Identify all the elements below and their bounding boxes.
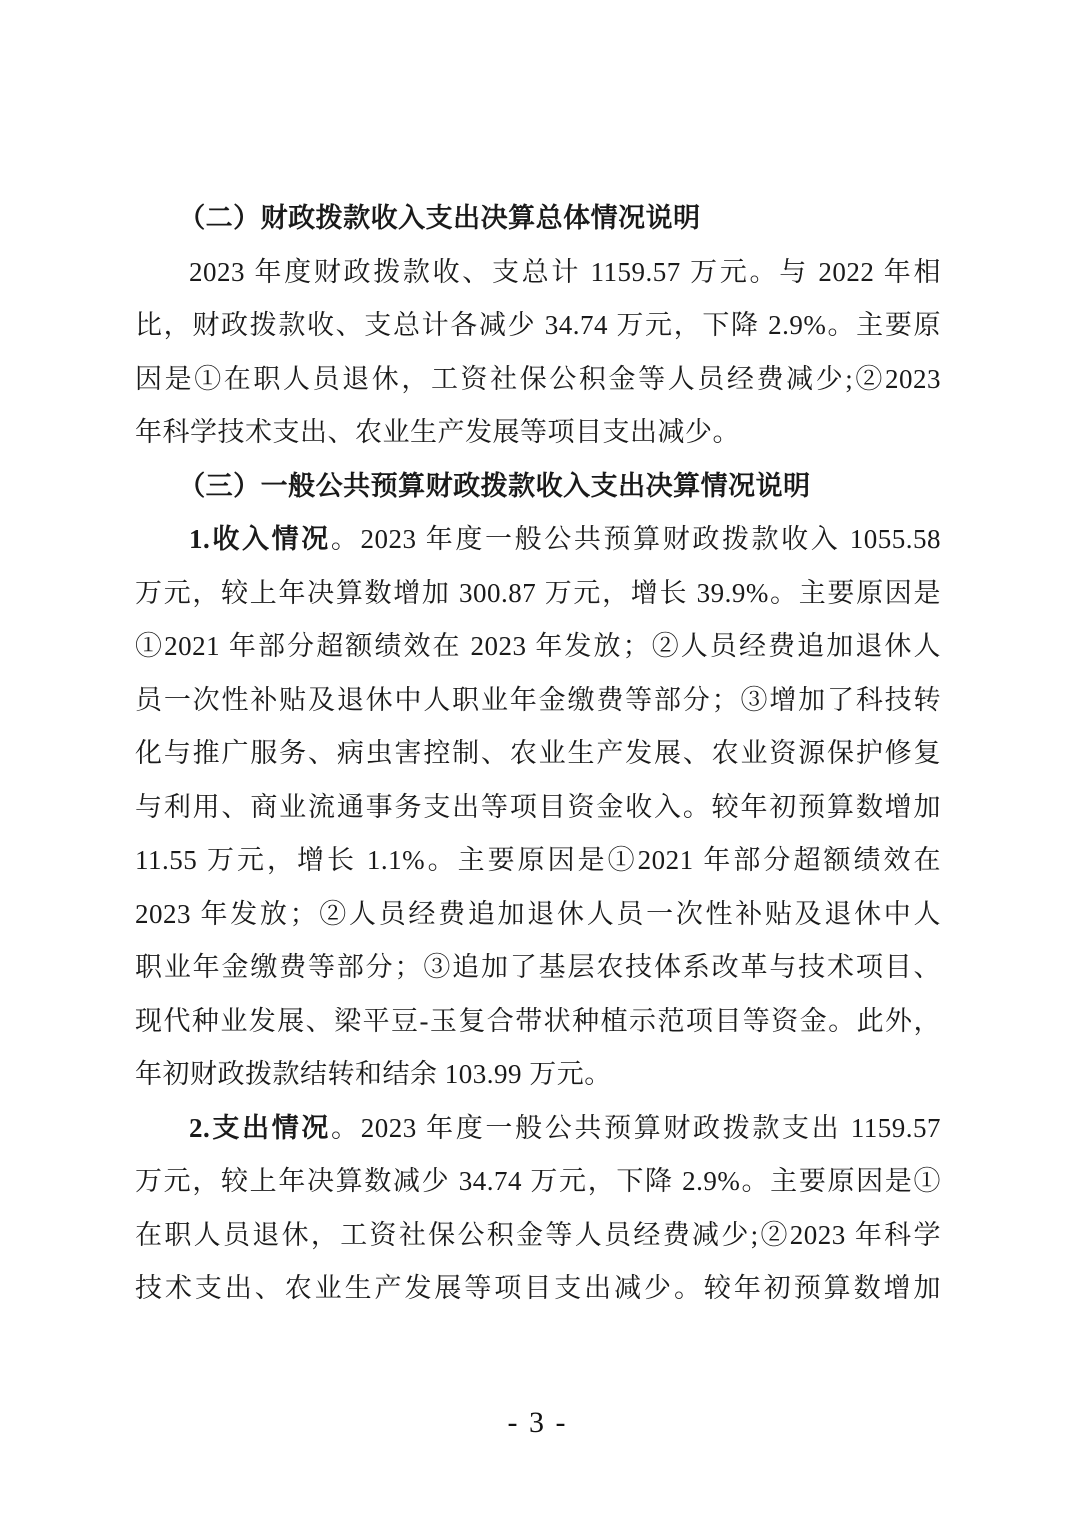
text-line: 万元，较上年决算数减少 34.74 万元，下降 2.9%。主要原因是① — [135, 1166, 941, 1196]
text-line: 职业年金缴费等部分；③追加了基层农技体系改革与技术项目、 — [135, 952, 941, 982]
section-heading-2: （二）财政拨款收入支出决算总体情况说明 — [178, 203, 701, 233]
page-number: - 3 - — [507, 1406, 568, 1439]
text-line: ①2021 年部分超额绩效在 2023 年发放；②人员经费追加退休人 — [135, 631, 941, 661]
text-line: 年科学技术支出、农业生产发展等项目支出减少。 — [135, 417, 740, 447]
text-line: 员一次性补贴及退休中人职业年金缴费等部分；③增加了科技转 — [135, 684, 941, 715]
text-line: 2023 年度财政拨款收、支总计 1159.57 万元。与 2022 年相 — [189, 256, 941, 287]
section-heading-3: （三）一般公共预算财政拨款收入支出决算情况说明 — [178, 470, 811, 501]
text-line: 化与推广服务、病虫害控制、农业生产发展、农业资源保护修复 — [135, 738, 941, 768]
text-line: 年初财政拨款结转和结余 103.99 万元。 — [135, 1059, 612, 1089]
text-run: 。2023 年度一般公共预算财政拨款收入 1055.58 — [330, 524, 942, 554]
text-line: 11.55 万元，增长 1.1%。主要原因是①2021 年部分超额绩效在 — [135, 845, 941, 875]
bold-run: 2.支出情况 — [189, 1112, 332, 1143]
text-run: 。2023 年度一般公共预算财政拨款支出 1159.57 — [331, 1112, 941, 1143]
document-body — [135, 192, 941, 1316]
text-line: 在职人员退休，工资社保公积金等人员经费减少;②2023 年科学 — [135, 1219, 941, 1250]
text-line: 技术支出、农业生产发展等项目支出减少。较年初预算数增加 — [135, 1273, 941, 1303]
text-line — [135, 1102, 941, 1156]
text-line: 因是①在职人员退休，工资社保公积金等人员经费减少;②2023 — [135, 363, 941, 394]
bold-run: 1.收入情况 — [189, 524, 331, 554]
text-line: 与利用、商业流通事务支出等项目资金收入。较年初预算数增加 — [135, 791, 941, 822]
text-line: 万元，较上年决算数增加 300.87 万元，增长 39.9%。主要原因是 — [135, 577, 941, 608]
text-line — [135, 513, 941, 567]
text-line: 比，财政拨款收、支总计各减少 34.74 万元，下降 2.9%。主要原 — [135, 310, 941, 340]
text-line: 2023 年发放；②人员经费追加退休人员一次性补贴及退休中人 — [135, 898, 941, 929]
text-line: 现代种业发展、梁平豆-玉复合带状种植示范项目等资金。此外， — [135, 1005, 941, 1036]
